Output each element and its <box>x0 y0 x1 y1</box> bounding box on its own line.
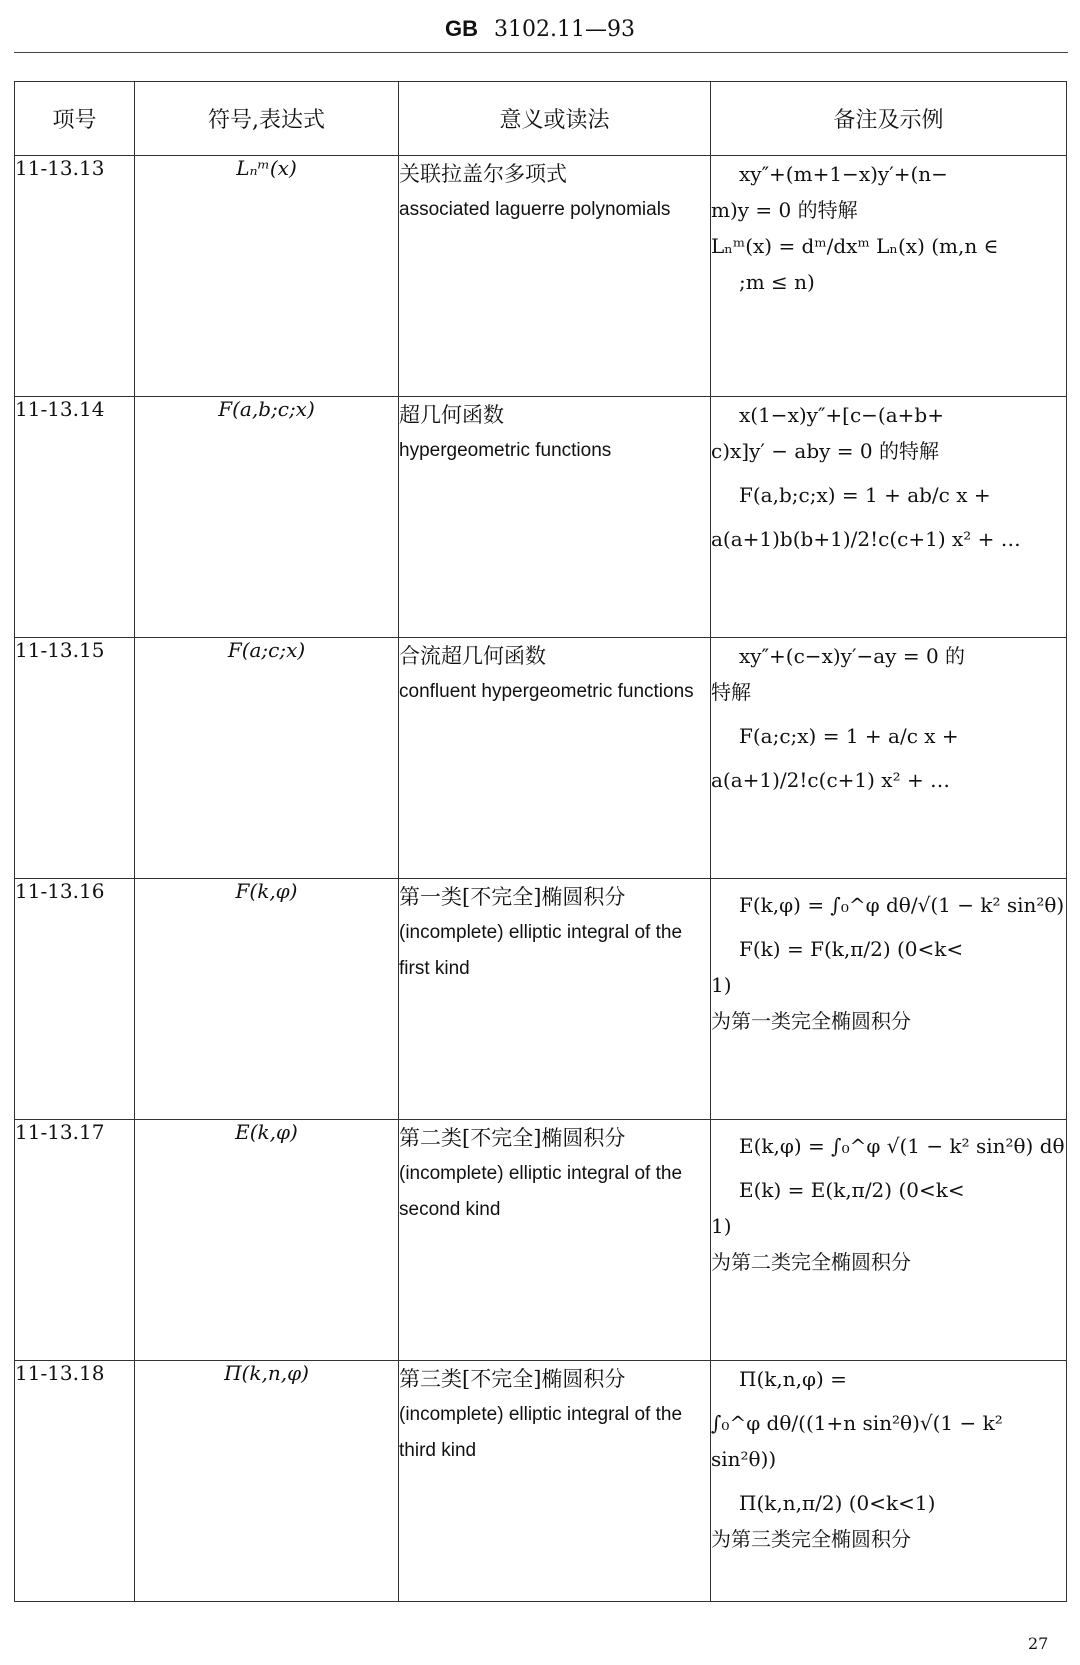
table-row <box>15 1361 1067 1602</box>
note-line: ∫₀^φ dθ/((1+n sin²θ)√(1 − k² sin²θ)) <box>711 1411 1003 1471</box>
table-row <box>15 638 1067 879</box>
page-header <box>0 16 1080 42</box>
meaning-en: (incomplete) elliptic integral of the second kind <box>399 1163 683 1220</box>
note-line: ;m ≤ n) <box>739 270 815 294</box>
meaning-en: (incomplete) elliptic integral of the first kind <box>399 922 683 979</box>
note-line: F(a,b;c;x) = 1 + ab/c x + <box>739 483 991 507</box>
note-line: c)x]y′ − aby = 0 的特解 <box>711 439 939 463</box>
meaning <box>399 1120 711 1361</box>
item-number: 11-13.16 <box>15 879 135 1120</box>
col-header-item: 项号 <box>15 82 135 156</box>
meaning <box>399 638 711 879</box>
note-line: Π(k,n,φ) = <box>739 1367 847 1391</box>
symbol: Π(k,n,φ) <box>135 1361 399 1602</box>
item-number: 11-13.18 <box>15 1361 135 1602</box>
col-header-symbol: 符号,表达式 <box>135 82 399 156</box>
note-line: xy″+(c−x)y′−ay = 0 的 <box>739 644 966 668</box>
standard-prefix: GB <box>445 16 478 41</box>
symbol: E(k,φ) <box>135 1120 399 1361</box>
note-line: F(k) = F(k,π/2) (0<k< <box>739 937 964 961</box>
note-line: E(k,φ) = ∫₀^φ √(1 − k² sin²θ) dθ <box>739 1134 1065 1158</box>
header-rule <box>14 52 1068 53</box>
note-line: a(a+1)/2!c(c+1) x² + … <box>711 768 951 792</box>
note-line: x(1−x)y″+[c−(a+b+ <box>739 403 944 427</box>
table-row <box>15 1120 1067 1361</box>
symbol: F(k,φ) <box>135 879 399 1120</box>
item-number: 11-13.13 <box>15 156 135 397</box>
note-line: m)y = 0 的特解 <box>711 198 858 222</box>
symbol: F(a,b;c;x) <box>135 397 399 638</box>
meaning-zh: 关联拉盖尔多项式 <box>399 162 567 186</box>
meaning <box>399 397 711 638</box>
notes <box>711 879 1067 1120</box>
page-number: 27 <box>1028 1634 1049 1653</box>
col-header-notes: 备注及示例 <box>711 82 1067 156</box>
quantity-table <box>14 81 1067 1602</box>
note-line: 特解 <box>711 680 751 704</box>
meaning-zh: 第三类[不完全]椭圆积分 <box>399 1367 626 1391</box>
item-number: 11-13.15 <box>15 638 135 879</box>
note-line: Lₙᵐ(x) = dᵐ/dxᵐ Lₙ(x) (m,n ∈ <box>711 234 999 258</box>
notes <box>711 638 1067 879</box>
notes <box>711 1361 1067 1602</box>
note-line: xy″+(m+1−x)y′+(n− <box>739 162 948 186</box>
meaning-en: hypergeometric functions <box>399 440 612 461</box>
meaning-zh: 合流超几何函数 <box>399 644 546 668</box>
meaning-zh: 第一类[不完全]椭圆积分 <box>399 885 626 909</box>
col-header-meaning: 意义或读法 <box>399 82 711 156</box>
note-line: 为第二类完全椭圆积分 <box>711 1250 911 1274</box>
note-line: E(k) = E(k,π/2) (0<k< <box>739 1178 965 1202</box>
symbol: F(a;c;x) <box>135 638 399 879</box>
note-line: 1) <box>711 973 732 997</box>
meaning-en: associated laguerre polynomials <box>399 199 671 220</box>
note-line: 为第一类完全椭圆积分 <box>711 1009 911 1033</box>
item-number: 11-13.14 <box>15 397 135 638</box>
note-line: Π(k,n,π/2) (0<k<1) <box>739 1491 936 1515</box>
note-line: F(k,φ) = ∫₀^φ dθ/√(1 − k² sin²θ) <box>739 893 1065 917</box>
meaning-en: (incomplete) elliptic integral of the third kind <box>399 1404 683 1461</box>
note-line: 1) <box>711 1214 732 1238</box>
meaning <box>399 1361 711 1602</box>
meaning-en: confluent hypergeometric functions <box>399 681 694 702</box>
notes <box>711 1120 1067 1361</box>
meaning <box>399 879 711 1120</box>
table-row <box>15 879 1067 1120</box>
table-row <box>15 156 1067 397</box>
meaning-zh: 超几何函数 <box>399 403 504 427</box>
notes <box>711 397 1067 638</box>
note-line: 为第三类完全椭圆积分 <box>711 1527 911 1551</box>
symbol: Lₙᵐ(x) <box>135 156 399 397</box>
item-number: 11-13.17 <box>15 1120 135 1361</box>
table-header-row <box>15 82 1067 156</box>
meaning <box>399 156 711 397</box>
note-line: a(a+1)b(b+1)/2!c(c+1) x² + … <box>711 527 1021 551</box>
standard-code: 3102.11—93 <box>494 17 635 42</box>
meaning-zh: 第二类[不完全]椭圆积分 <box>399 1126 626 1150</box>
table-row <box>15 397 1067 638</box>
notes <box>711 156 1067 397</box>
note-line: F(a;c;x) = 1 + a/c x + <box>739 724 959 748</box>
